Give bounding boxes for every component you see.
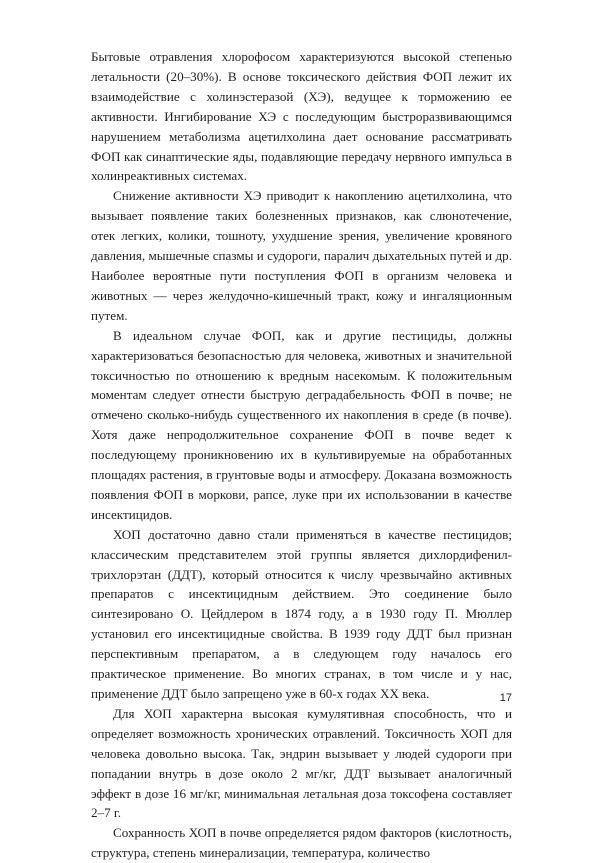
paragraph-3: В идеальном случае ФОП, как и другие пестициды, должны характеризоваться безопасностью для человека, животных и значительной токсичностью по отношению к вредным насекомым. К положительным моментам следует отнести быструю деградабельность ФОП в почве; не отмечено сколько-нибудь существенного их накопления в среде (в почве). Хотя даже непродолжительное сохранение ФОП в почве ведет к последующему проникновению их в культивируемые на обработанных площадях растения, в грунтовые воды и атмосферу. Доказана возможность появления ФОП в моркови, рапсе, луке при их использовании в качестве инсектицидов.	[91, 327, 512, 522]
paragraph-2: Снижение активности ХЭ приводит к накоплению ацетилхолина, что вызывает появление таких болезненных признаков, как слюнотечение, отек легких, колики, тошноту, ухудшение зрения, увеличение кровяного давления, мышечные спазмы и судороги, паралич дыхательных путей и др. Наиболее вероятные пути поступления ФОП в организм человека и животных — через желудочно-кишечный тракт, кожу и ингаляционным путем.	[91, 188, 512, 323]
paragraph-5: Для ХОП характерна высокая кумулятивная способность, что и определяет возможность хронических отравлений. Токсичность ХОП для человека довольно высока. Так, эндрин вызывает у людей судороги при попадании внутрь в дозе около 2 мг/кг, ДДТ вызывает аналогичный эффект в дозе 16 мг/кг, минимальная летальная доза токсофена составляет 2–7 г.	[91, 705, 512, 821]
page-number: 17	[499, 692, 512, 704]
paragraph-1: Бытовые отравления хлорофосом характеризуются высокой степенью летальности (20–30%). В основе токсического действия ФОП лежит их взаимодействие с холинэстеразой (ХЭ), ведущее к торможению ее активности. Ингибирование ХЭ с последующим быстроразвивающимся нарушением метаболизма ацетилхолина дает основание рассматривать ФОП как синаптические яды, подавляющие передачу нервного импульса в холинреактивных системах.	[91, 49, 512, 184]
paragraph-6: Сохранность ХОП в почве определяется рядом факторов (кислотность, структура, степень минерализации, температура, количество	[91, 825, 512, 861]
paragraph-4: ХОП достаточно давно стали применяться в качестве пестицидов; классическим представителем этой группы является дихлордифенилтрихлорэтан (ДДТ), который относится к числу чрезвычайно активных препаратов с инсектицидным действием. Это соединение было синтезировано О. Цейдлером в 1874 году, а в 1930 году П. Мюллер установил его инсектицидные свойства. В 1939 году ДДТ был признан перспективным препаратом, а в следующем году началось его практическое применение. Во многих странах, в том числе и у нас, применение ДДТ было запрещено уже в 60-х годах ХХ века.	[91, 526, 512, 701]
body-text	[91, 47, 512, 863]
